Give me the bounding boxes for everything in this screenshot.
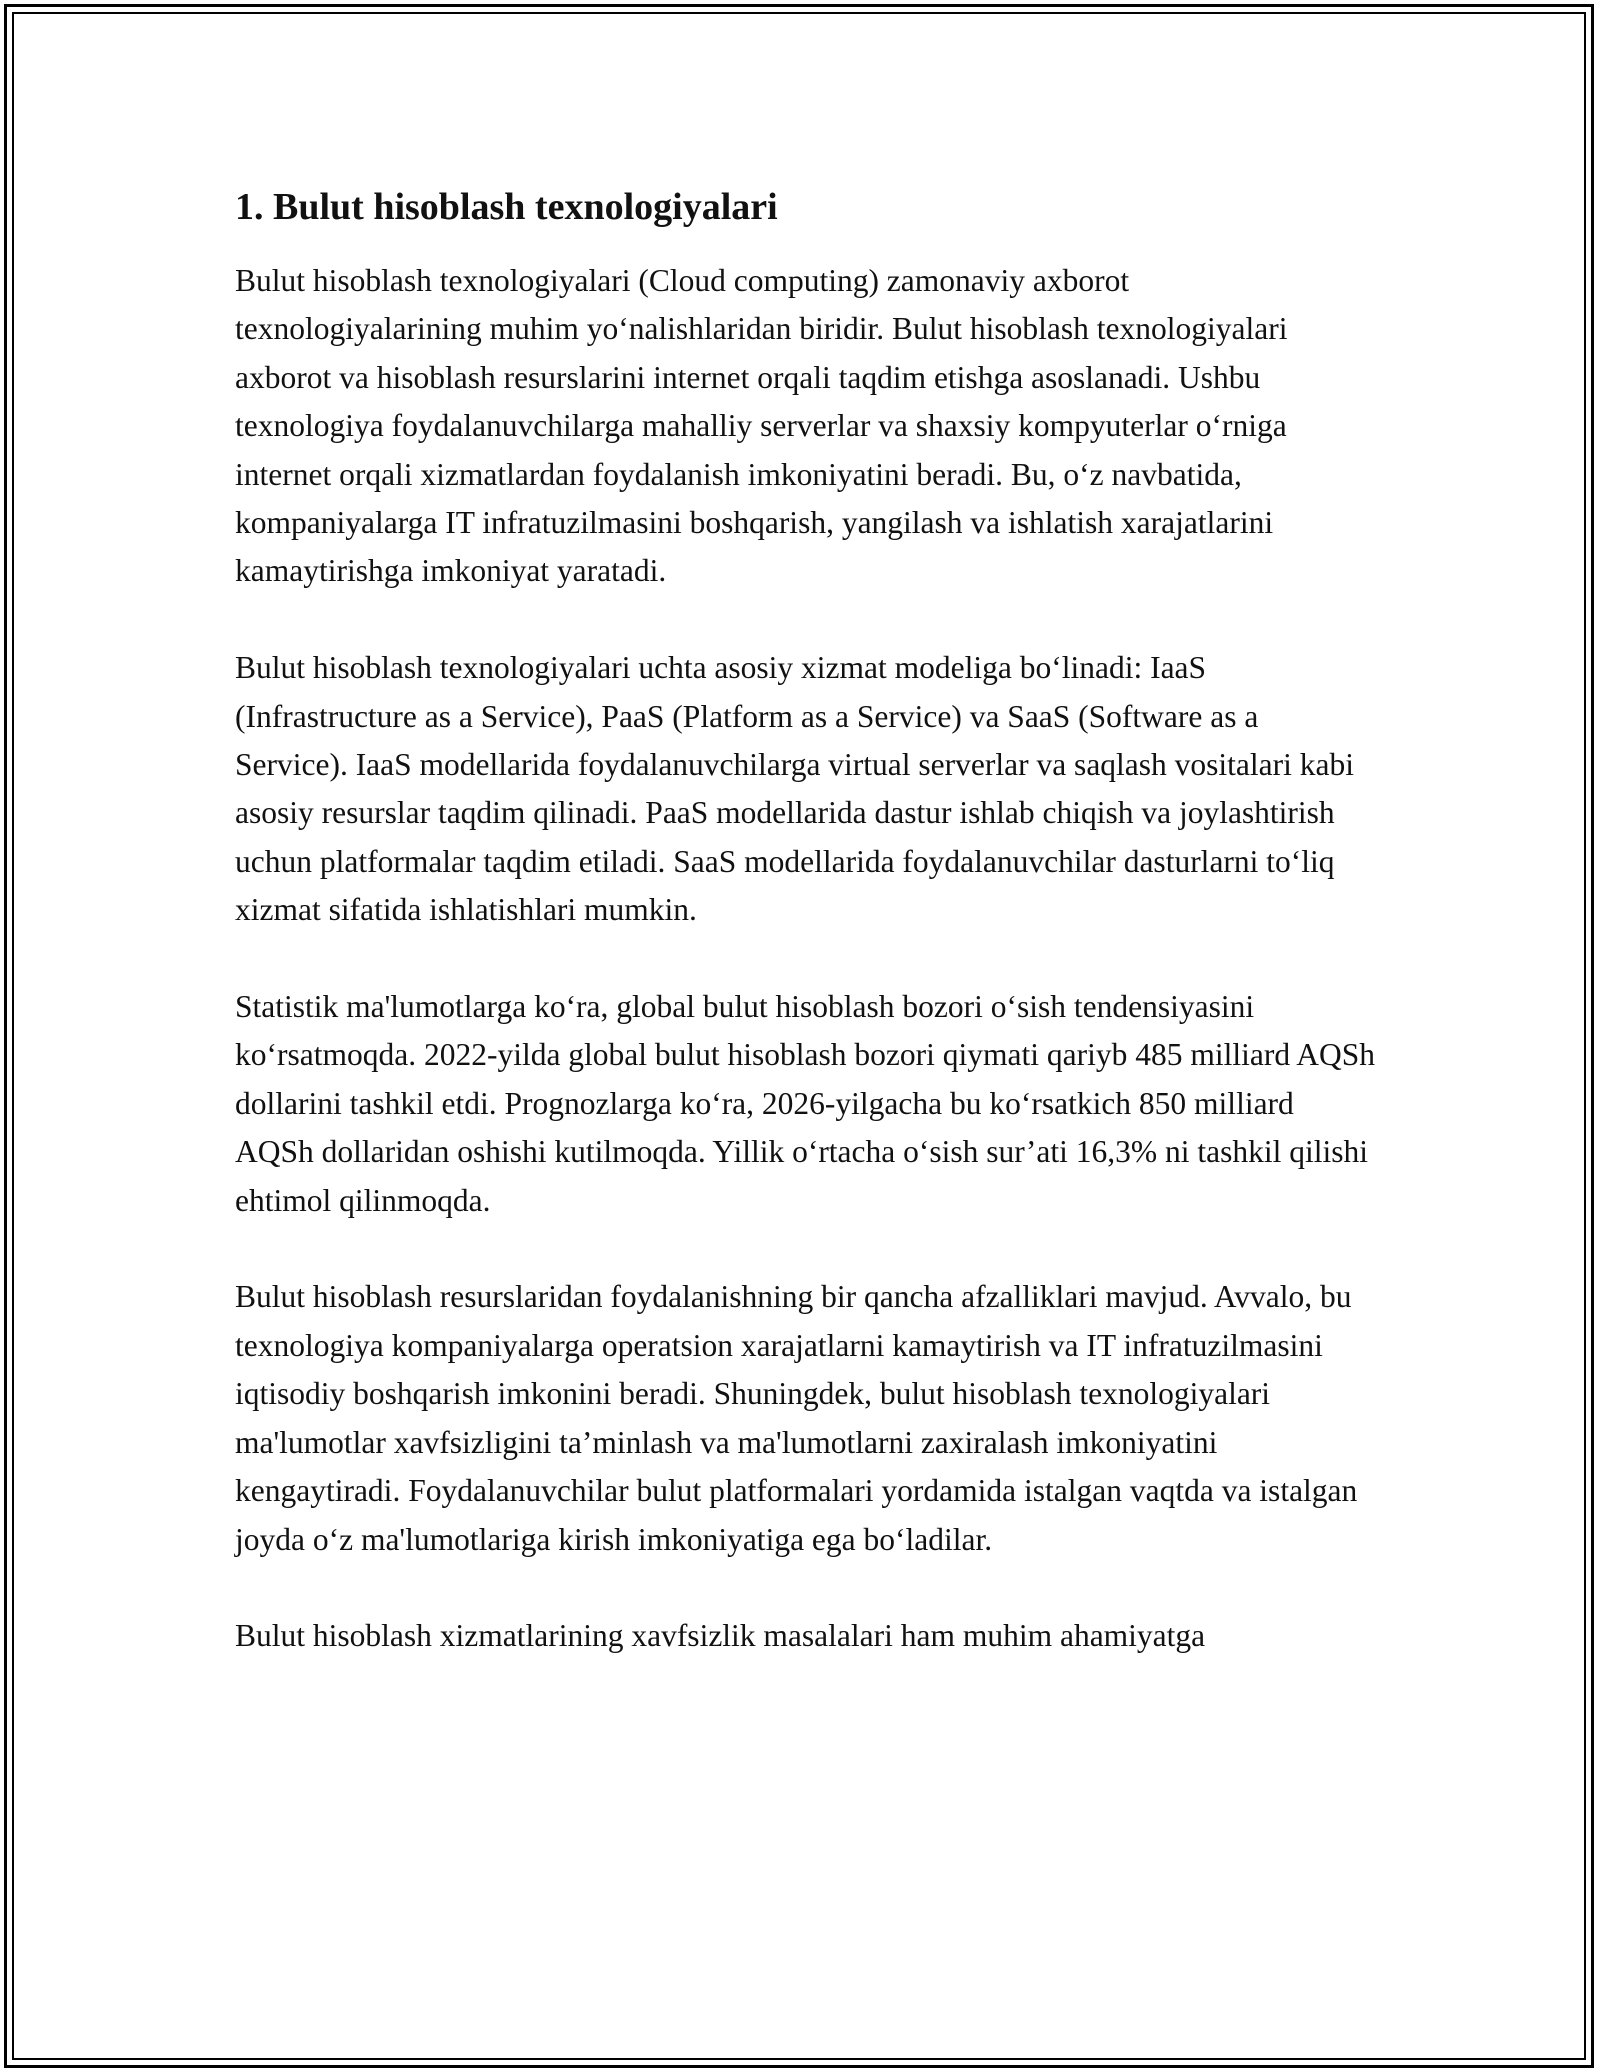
document-body <box>235 183 1375 1709</box>
paragraph-statistics: Statistik ma'lumotlarga ko‘ra, global bulut hisoblash bozori o‘sish tendensiyasini ko‘rsatmoqda. 2022-yilda global bulut hisoblash bozori qiymati qariyb 485 milliard AQSh dollarini tashkil etdi. Prognozlarga ko‘ra, 2026-yilgacha bu ko‘rsatkich 850 milliard AQSh dollaridan oshishi kutilmoqda. Yillik o‘rtacha o‘sish sur’ati 16,3% ni tashkil qilishi ehtimol qilinmoqda. <box>235 989 1375 1218</box>
paragraph-security: Bulut hisoblash xizmatlarining xavfsizlik masalalari ham muhim ahamiyatga <box>235 1618 1206 1654</box>
paragraph-service-models: Bulut hisoblash texnologiyalari uchta asosiy xizmat modeliga bo‘linadi: IaaS (Infrastructure as a Service), PaaS (Platform as a Service) va SaaS (Software as a Service). IaaS modellarida foydalanuvchilarga virtual serverlar va saqlash vositalari kabi asosiy resurslar taqdim qilinadi. PaaS modellarida dastur ishlab chiqish va joylashtirish uchun platformalar taqdim etiladi. SaaS modellarida foydalanuvchilar dasturlarni to‘liq xizmat sifatida ishlatishlari mumkin. <box>235 650 1354 928</box>
paragraph-advantages: Bulut hisoblash resurslaridan foydalanishning bir qancha afzalliklari mavjud. Avvalo, bu texnologiya kompaniyalarga operatsion xarajatlarni kamaytirish va IT infratuzilmasini iqtisodiy boshqarish imkonini beradi. Shuningdek, bulut hisoblash texnologiyalari ma'lumotlar xavfsizligini ta’minlash va ma'lumotlarni zaxiralash imkoniyatini kengaytiradi. Foydalanuvchilar bulut platformalari yordamida istalgan vaqtda va istalgan joyda o‘z ma'lumotlariga kirish imkoniyatiga ega bo‘ladilar. <box>235 1279 1358 1557</box>
section-heading: 1. Bulut hisoblash texnologiyalari <box>235 186 778 228</box>
paragraph-intro: Bulut hisoblash texnologiyalari (Cloud computing) zamonaviy axborot texnologiyalarining muhim yo‘nalishlaridan biridir. Bulut hisoblash texnologiyalari axborot va hisoblash resurslarini internet orqali taqdim etishga asoslanadi. Ushbu texnologiya foydalanuvchilarga mahalliy serverlar va shaxsiy kompyuterlar o‘rniga internet orqali xizmatlardan foydalanish imkoniyatini beradi. Bu, o‘z navbatida, kompaniyalarga IT infratuzilmasini boshqarish, yangilash va ishlatish xarajatlarini kamaytirishga imkoniyat yaratadi. <box>235 263 1288 589</box>
